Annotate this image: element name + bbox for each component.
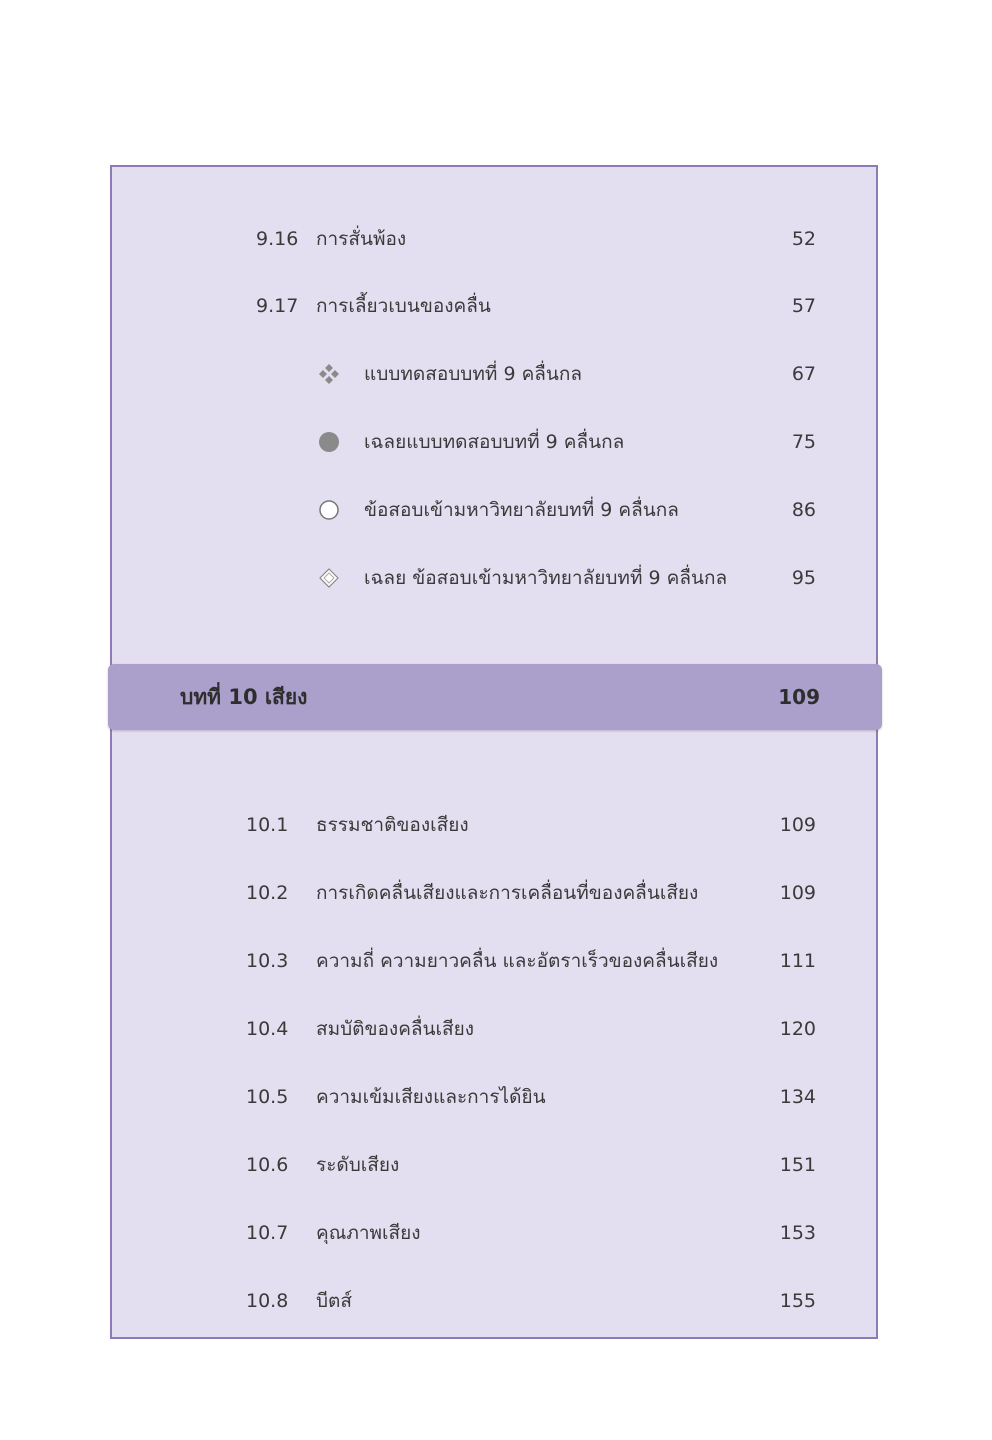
sub-item-title: แบบทดสอบบทที่ 9 คลื่นกล: [364, 363, 583, 385]
page-number: 52: [791, 228, 816, 250]
page-number: 86: [791, 499, 816, 521]
diamond-outline-icon: [318, 567, 340, 589]
page-number: 120: [779, 1018, 816, 1040]
toc-sub-entry[interactable]: [112, 422, 876, 462]
page-number: 111: [779, 950, 816, 972]
section-number: 10.8: [246, 1290, 289, 1312]
toc-entry[interactable]: [112, 805, 876, 845]
section-number: 9.17: [256, 295, 299, 317]
chapter-title: บทที่ 10 เสียง: [180, 685, 308, 709]
toc-entry[interactable]: [112, 941, 876, 981]
toc-sub-entry[interactable]: [112, 558, 876, 598]
section-title: ความเข้มเสียงและการได้ยิน: [316, 1086, 546, 1108]
page-number: 134: [779, 1086, 816, 1108]
sub-item-title: ข้อสอบเข้ามหาวิทยาลัยบทที่ 9 คลื่นกล: [364, 499, 679, 521]
section-number: 10.1: [246, 814, 289, 836]
section-number: 10.5: [246, 1086, 289, 1108]
section-title: ระดับเสียง: [316, 1154, 400, 1176]
section-title: ธรรมชาติของเสียง: [316, 814, 469, 836]
toc-entry[interactable]: [112, 219, 876, 259]
section-title: การสั่นพ้อง: [316, 228, 407, 250]
toc-entry[interactable]: [112, 1145, 876, 1185]
toc-entry[interactable]: [112, 1077, 876, 1117]
section-number: 9.16: [256, 228, 299, 250]
toc-entry[interactable]: [112, 1213, 876, 1253]
chapter-heading-bar[interactable]: [108, 664, 882, 730]
filled-circle-icon: [318, 431, 340, 453]
page-number: 75: [791, 431, 816, 453]
page-number: 155: [779, 1290, 816, 1312]
open-circle-icon: [318, 499, 340, 521]
section-title: การเกิดคลื่นเสียงและการเคลื่อนที่ของคลื่นเสียง: [316, 882, 699, 904]
toc-sub-entry[interactable]: [112, 354, 876, 394]
page-number: 153: [779, 1222, 816, 1244]
toc-entry[interactable]: [112, 1009, 876, 1049]
four-diamond-icon: [318, 363, 340, 385]
page-number: 109: [779, 882, 816, 904]
section-title: การเลี้ยวเบนของคลื่น: [316, 295, 491, 317]
page-number: 67: [791, 363, 816, 385]
sub-item-title: เฉลยแบบทดสอบบทที่ 9 คลื่นกล: [364, 431, 625, 453]
page-number: 109: [779, 814, 816, 836]
section-title: ความถี่ ความยาวคลื่น และอัตราเร็วของคลื่นเสียง: [316, 950, 719, 972]
section-title: สมบัติของคลื่นเสียง: [316, 1018, 475, 1040]
section-title: บีตส์: [316, 1290, 352, 1312]
section-number: 10.7: [246, 1222, 289, 1244]
page-number: 57: [791, 295, 816, 317]
toc-sub-entry[interactable]: [112, 490, 876, 530]
page-number: 151: [779, 1154, 816, 1176]
toc-entry[interactable]: [112, 1281, 876, 1321]
section-number: 10.6: [246, 1154, 289, 1176]
section-number: 10.3: [246, 950, 289, 972]
page-number: 95: [791, 567, 816, 589]
sub-item-title: เฉลย ข้อสอบเข้ามหาวิทยาลัยบทที่ 9 คลื่นกล: [364, 567, 728, 589]
section-number: 10.4: [246, 1018, 289, 1040]
section-title: คุณภาพเสียง: [316, 1222, 421, 1244]
toc-panel: [110, 165, 878, 1339]
chapter-page-number: 109: [778, 685, 820, 709]
toc-entry[interactable]: [112, 286, 876, 326]
section-number: 10.2: [246, 882, 289, 904]
toc-entry[interactable]: [112, 873, 876, 913]
